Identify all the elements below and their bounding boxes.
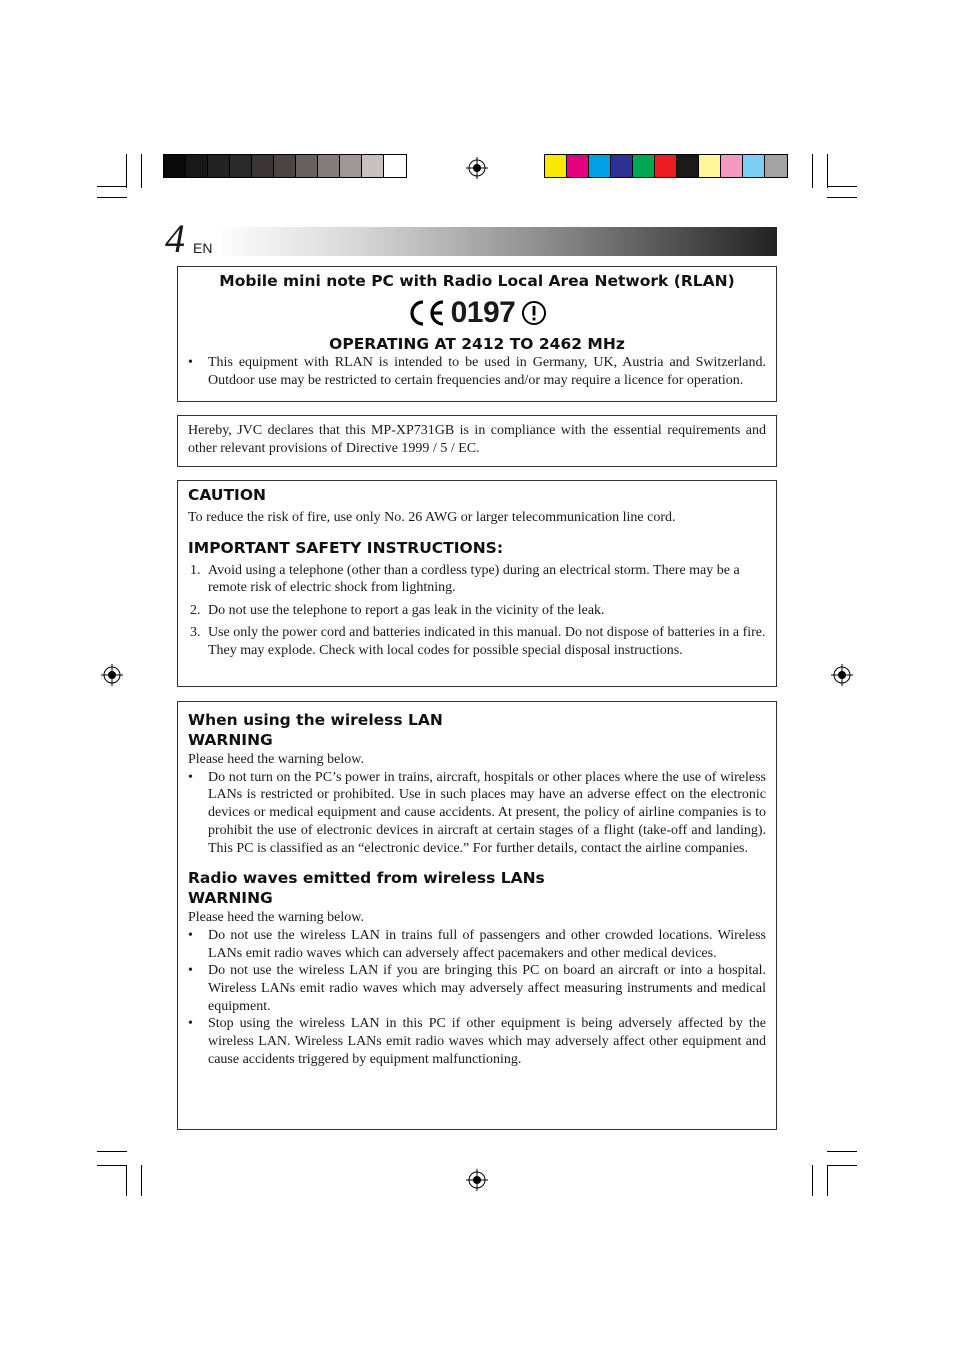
warning-bullet-text: Do not use the wireless LAN in trains full of passengers and other crowded locations. Wireless LANs emit radio waves which can adversely affect pacemakers and other medical devices. <box>208 927 766 961</box>
crop-mark <box>126 1165 127 1196</box>
color-swatch <box>699 155 721 177</box>
page-language-label: EN <box>193 240 213 256</box>
ce-mark <box>188 293 766 333</box>
warning-bullet-text: Do not turn on the PC’s power in trains, aircraft, hospitals or other places where the use of wireless LANs is restricted or prohibited. Use in such places may have an adverse effect on the electronic devices or medical equipment and cause accidents. At present, the policy of airline companies is to prohibit the use of electronic devices in aircraft at certain stages of a flight (take-off and landing). This PC is classified as an “electronic device.” For further details, contact the airline companies. <box>208 769 766 856</box>
color-swatch <box>567 155 589 177</box>
list-item: • This equipment with RLAN is intended to be used in Germany, UK, Austria and Switzerland. Outdoor use may be restricted to certain frequencies and/or may require a licence for operation. <box>188 355 766 388</box>
color-swatch <box>318 155 340 177</box>
ce-number: 0197 <box>450 296 516 329</box>
wireless-lan-box <box>177 701 777 1130</box>
color-swatch <box>186 155 208 177</box>
color-swatch-bar <box>544 154 788 178</box>
color-swatch <box>655 155 677 177</box>
color-swatch <box>208 155 230 177</box>
color-swatch <box>589 155 611 177</box>
color-swatch <box>545 155 567 177</box>
crop-mark <box>97 1151 127 1152</box>
safety-item-text: Use only the power cord and batteries indicated in this manual. Do not dispose of batteries in a fire. They may explode. Check with local codes for possible special disposal instructions. <box>208 624 766 658</box>
crop-mark <box>827 186 857 187</box>
color-swatch <box>252 155 274 177</box>
color-swatch <box>677 155 699 177</box>
caution-title: CAUTION <box>188 486 266 504</box>
list-item: 1. Avoid using a telephone (other than a cordless type) during an electrical storm. There may be a remote risk of electric shock from lightning. <box>190 562 740 596</box>
wireless-section-title: When using the wireless LAN <box>188 711 443 729</box>
registration-mark-icon <box>101 664 123 686</box>
crop-mark <box>827 197 857 198</box>
list-item: 2. Do not use the telephone to report a gas leak in the vicinity of the leak. <box>190 602 605 618</box>
crop-mark <box>812 154 813 188</box>
color-swatch <box>362 155 384 177</box>
color-swatch <box>230 155 252 177</box>
rlan-title: Mobile mini note PC with Radio Local Area Network (RLAN) <box>219 272 735 290</box>
color-swatch <box>743 155 765 177</box>
warning-heading: WARNING <box>188 731 273 749</box>
crop-mark <box>827 1165 828 1196</box>
operating-frequency: OPERATING AT 2412 TO 2462 MHz <box>329 335 625 353</box>
crop-mark <box>97 197 127 198</box>
page-number: 4 <box>165 216 185 261</box>
list-item: • Do not turn on the PC’s power in trains, aircraft, hospitals or other places where the use of wireless LANs is restricted or prohibited. Use in such places may have an adverse effect on the electronic devices or medical equipment and cause accidents. At present, the policy of airline companies is to prohibit the use of electronic devices in aircraft at certain stages of a flight (take-off and landing). This PC is classified as an “electronic device.” For further details, contact the airline companies. <box>188 769 766 856</box>
warning-intro: Please heed the warning below. <box>188 752 364 767</box>
grayscale-swatch-bar <box>163 154 407 178</box>
crop-mark <box>827 1165 857 1166</box>
rlan-notice-box <box>177 266 777 402</box>
color-swatch <box>384 155 406 177</box>
registration-mark-icon <box>831 664 853 686</box>
color-swatch <box>274 155 296 177</box>
declaration-text: Hereby, JVC declares that this MP-XP731GB is in compliance with the essential requirements and other relevant provisions of Directive 1999 / 5 / EC. <box>188 423 766 456</box>
color-swatch <box>611 155 633 177</box>
header-gradient-bar <box>215 227 777 256</box>
registration-mark-icon <box>466 157 488 179</box>
list-item: • Do not use the wireless LAN if you are bringing this PC on board an aircraft or into a hospital. Wireless LANs emit radio waves which may adversely affect measuring instruments and medical equipment. <box>188 963 766 1014</box>
warning-heading: WARNING <box>188 889 273 908</box>
color-swatch <box>721 155 743 177</box>
list-item: • Stop using the wireless LAN in this PC if other equipment is being adversely affected by the wireless LAN. Wireless LANs emit radio waves which may adversely affect other equipment and cause accidents triggered by equipment malfunctioning. <box>188 1016 766 1067</box>
crop-mark <box>812 1165 813 1196</box>
ce-logo-icon <box>407 299 447 327</box>
crop-mark <box>97 186 127 187</box>
color-swatch <box>340 155 362 177</box>
safety-item-text: Do not use the telephone to report a gas leak in the vicinity of the leak. <box>208 602 605 618</box>
crop-mark <box>827 154 828 188</box>
color-swatch <box>164 155 186 177</box>
crop-mark <box>141 154 142 188</box>
declaration-box <box>177 415 777 467</box>
rlan-bullet-text: This equipment with RLAN is intended to be used in Germany, UK, Austria and Switzerland. Outdoor use may be restricted to certain frequencies and/or may require a licence for operation. <box>208 355 766 388</box>
list-item: 3. Use only the power cord and batteries indicated in this manual. Do not dispose of batteries in a fire. They may explode. Check with local codes for possible special disposal instructions. <box>190 624 766 658</box>
crop-mark <box>126 154 127 188</box>
crop-mark <box>827 1151 857 1152</box>
color-swatch <box>765 155 787 177</box>
caution-text: To reduce the risk of fire, use only No. 26 AWG or larger telecommunication line cord. <box>188 510 676 525</box>
registration-mark-icon <box>466 1169 488 1191</box>
warning-intro: Please heed the warning below. <box>188 910 364 926</box>
list-item: • Do not use the wireless LAN in trains full of passengers and other crowded locations. Wireless LANs emit radio waves which can adversely affect pacemakers and other medical devices. <box>188 927 766 961</box>
warning-bullet-text: Do not use the wireless LAN if you are bringing this PC on board an aircraft or into a hospital. Wireless LANs emit radio waves which may adversely affect measuring instruments and medical equipment. <box>208 963 766 1014</box>
safety-item-text: Avoid using a telephone (other than a cordless type) during an electrical storm. There may be a remote risk of electric shock from lightning. <box>208 562 740 596</box>
warning-bullet-text: Stop using the wireless LAN in this PC if other equipment is being adversely affected by the wireless LAN. Wireless LANs emit radio waves which may adversely affect other equipment and cause accidents triggered by equipment malfunctioning. <box>208 1016 766 1067</box>
alert-class-icon <box>521 300 547 326</box>
caution-box <box>177 480 777 687</box>
crop-mark <box>141 1165 142 1196</box>
crop-mark <box>97 1165 127 1166</box>
radio-waves-section-title: Radio waves emitted from wireless LANs <box>188 869 545 888</box>
color-swatch <box>633 155 655 177</box>
color-swatch <box>296 155 318 177</box>
safety-instructions-title: IMPORTANT SAFETY INSTRUCTIONS: <box>188 538 504 557</box>
